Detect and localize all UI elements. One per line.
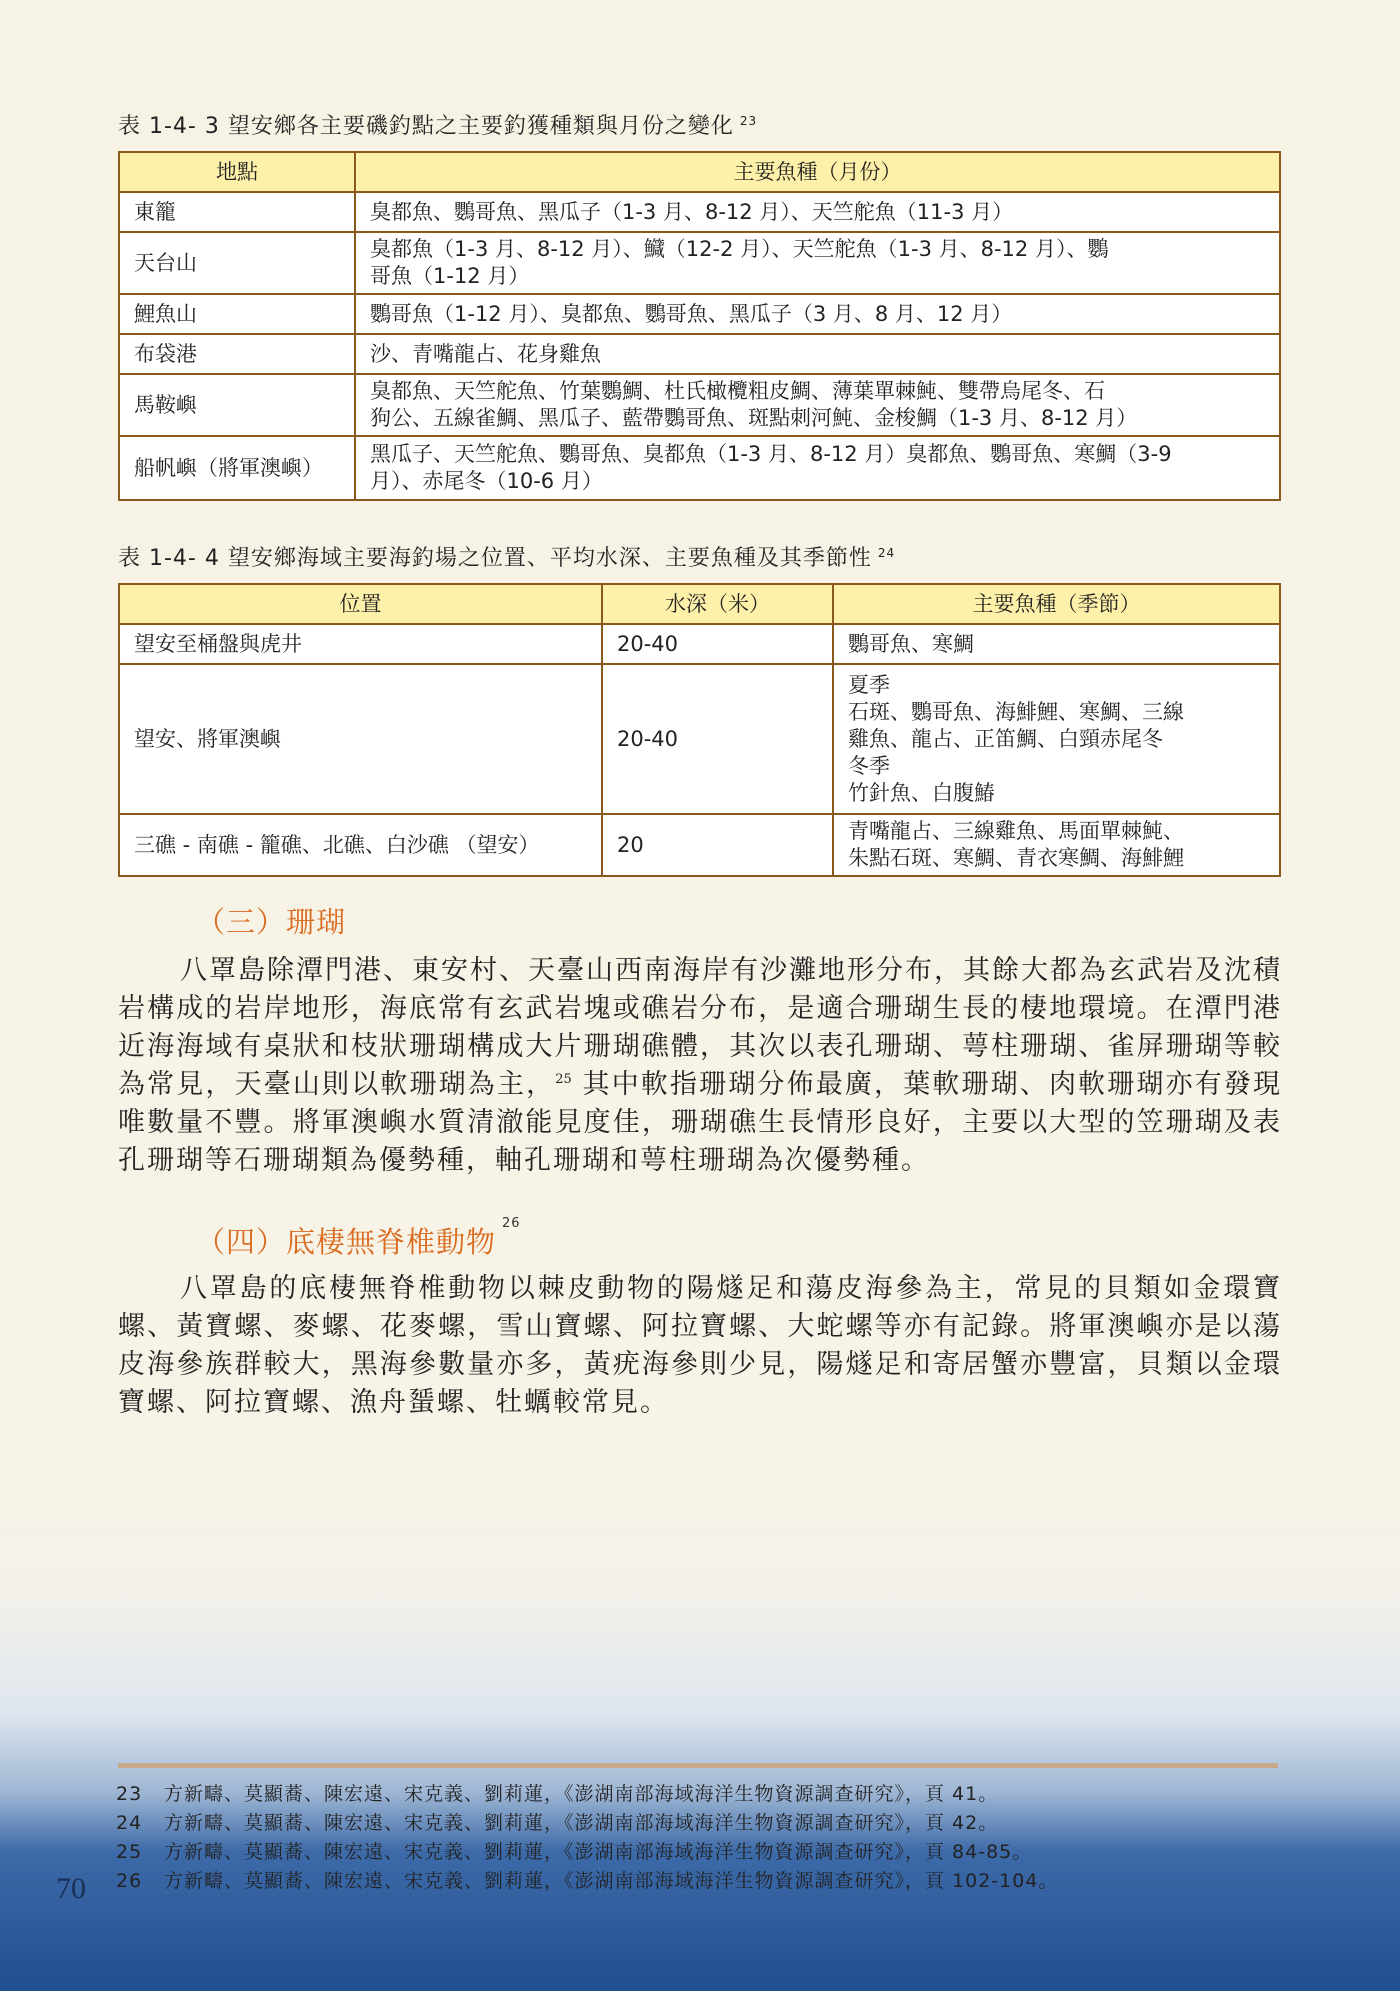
location-cell: 三礁 - 南礁 - 籠礁、北礁、白沙礁 （望安） [119,814,602,876]
section-heading-text: （四）底棲無脊椎動物 [196,1225,497,1259]
footnote-ref-26[interactable]: 26 [502,1216,521,1231]
footnote-item [116,1867,1058,1896]
table-header-row [119,152,1280,192]
sea-fishing-grounds-table [118,583,1281,877]
footnote-ref-24[interactable]: 24 [877,546,896,560]
footnote-item [116,1809,1058,1838]
table-row [119,814,1280,876]
footnote-divider [118,1763,1278,1768]
species-cell: 青嘴龍占、三線雞魚、馬面單棘魨、 朱點石斑、寒鯛、青衣寒鯛、海鯡鯉 [833,814,1280,876]
benthic-paragraph: 八罩島的底棲無脊椎動物以棘皮動物的陽燧足和蕩皮海參為主，常見的貝類如金環寶螺、黃寶螺、麥螺、花麥螺，雪山寶螺、阿拉寶螺、大蛇螺等亦有記錄。將軍澳嶼亦是以蕩皮海參族群較大，黑海參數量亦多，黃疣海參則少見，陽燧足和寄居蟹亦豐富，貝類以金環寶螺、阿拉寶螺、漁舟蜑螺、牡蠣較常見。 [118,1273,1282,1418]
page-number: 70 [56,1872,86,1905]
footnote-number: 24 [116,1812,143,1834]
table-row [119,436,1280,500]
depth-cell: 20-40 [602,664,833,814]
coral-text-part-2: 其中軟指珊瑚分佈最廣，葉軟珊瑚、肉軟珊瑚亦有發現唯數量不豐。將軍澳嶼水質清澈能見度佳，珊瑚礁生長情形良好，主要以大型的笠珊瑚及表孔珊瑚等石珊瑚類為優勢種，軸孔珊瑚和萼柱珊瑚為次優勢種。 [118,1069,1282,1176]
species-cell: 鸚哥魚、寒鯛 [833,624,1280,664]
species-cell: 臭都魚、鸚哥魚、黑瓜子（1-3 月、8-12 月）、天竺舵魚（11-3 月） [355,192,1280,232]
species-cell: 黑瓜子、天竺舵魚、鸚哥魚、臭都魚（1-3 月、8-12 月）臭都魚、鸚哥魚、寒鯛（3-9 月）、赤尾冬（10-6 月） [355,436,1280,500]
depth-cell: 20-40 [602,624,833,664]
footnote-text: 方新疇、莫顯蕎、陳宏遠、宋克義、劉莉蓮，《澎湖南部海域海洋生物資源調查研究》，頁 42。 [164,1812,999,1834]
species-cell: 臭都魚（1-3 月、8-12 月）、鱵（12-2 月）、天竺舵魚（1-3 月、8-12 月）、鸚 哥魚（1-12 月） [355,232,1280,294]
footnote-text: 方新疇、莫顯蕎、陳宏遠、宋克義、劉莉蓮，《澎湖南部海域海洋生物資源調查研究》，頁 102-104。 [164,1870,1059,1892]
table-header-cell: 水深（米） [602,584,833,624]
species-cell: 鸚哥魚（1-12 月）、臭都魚、鸚哥魚、黑瓜子（3 月、8 月、12 月） [355,294,1280,334]
table-header-cell: 地點 [119,152,355,192]
footnote-text: 方新疇、莫顯蕎、陳宏遠、宋克義、劉莉蓮，《澎湖南部海域海洋生物資源調查研究》，頁 41。 [164,1783,999,1805]
place-cell: 鯉魚山 [119,294,355,334]
table-header-cell: 主要魚種（月份） [355,152,1280,192]
place-cell: 布袋港 [119,334,355,374]
footnote-item [116,1838,1058,1867]
place-cell: 船帆嶼（將軍澳嶼） [119,436,355,500]
footnote-number: 25 [116,1841,143,1863]
table-row [119,232,1280,294]
table-header-cell: 主要魚種（季節） [833,584,1280,624]
table-header-cell: 位置 [119,584,602,624]
footnote-number: 26 [116,1870,143,1892]
depth-cell: 20 [602,814,833,876]
table-2-caption-text: 表 1-4- 4 望安鄉海域主要海釣場之位置、平均水深、主要魚種及其季節性 [118,546,872,571]
fishing-spots-table [118,151,1281,501]
coral-text-part-1: 八罩島除潭門港、東安村、天臺山西南海岸有沙灘地形分布，其餘大都為玄武岩及沈積岩構成的岩岸地形，海底常有玄武岩塊或礁岩分布，是適合珊瑚生長的棲地環境。在潭門港近海海域有桌狀和枝狀珊瑚構成大片珊瑚礁體，其次以表孔珊瑚、萼柱珊瑚、雀屏珊瑚等較為常見，天臺山則以軟珊瑚為主， [118,955,1282,1100]
table-row [119,334,1280,374]
footnote-ref-23[interactable]: 23 [739,114,758,128]
table-row [119,192,1280,232]
species-cell: 沙、青嘴龍占、花身雞魚 [355,334,1280,374]
table-row [119,294,1280,334]
table-row [119,374,1280,436]
species-cell: 臭都魚、天竺舵魚、竹葉鸚鯛、杜氏橄欖粗皮鯛、薄葉單棘魨、雙帶烏尾冬、石 狗公、五線雀鯛、黑瓜子、藍帶鸚哥魚、斑點刺河魨、金梭鯛（1-3 月、8-12 月） [355,374,1280,436]
location-cell: 望安、將軍澳嶼 [119,664,602,814]
table-row [119,664,1280,814]
footnote-item [116,1780,1058,1809]
footnotes [116,1780,1058,1896]
place-cell: 馬鞍嶼 [119,374,355,436]
species-cell: 夏季 石斑、鸚哥魚、海鯡鯉、寒鯛、三線 雞魚、龍占、正笛鯛、白頸赤尾冬 冬季 竹針魚、白腹鰆 [833,664,1280,814]
section-heading-coral: （三）珊瑚 [196,905,347,939]
footnote-text: 方新疇、莫顯蕎、陳宏遠、宋克義、劉莉蓮，《澎湖南部海域海洋生物資源調查研究》，頁 84-85。 [164,1841,1033,1863]
section-heading-benthic-invertebrates [196,1216,521,1261]
place-cell: 東籠 [119,192,355,232]
place-cell: 天台山 [119,232,355,294]
table-row [119,624,1280,664]
location-cell: 望安至桶盤與虎井 [119,624,602,664]
table-2-caption [118,544,895,574]
table-1-caption-text: 表 1-4- 3 望安鄉各主要磯釣點之主要釣獲種類與月份之變化 [118,114,734,139]
table-1-caption [118,112,757,142]
footnote-ref-25[interactable]: 25 [555,1072,572,1087]
coral-paragraph [118,952,1282,1180]
footnote-number: 23 [116,1783,143,1805]
table-header-row [119,584,1280,624]
